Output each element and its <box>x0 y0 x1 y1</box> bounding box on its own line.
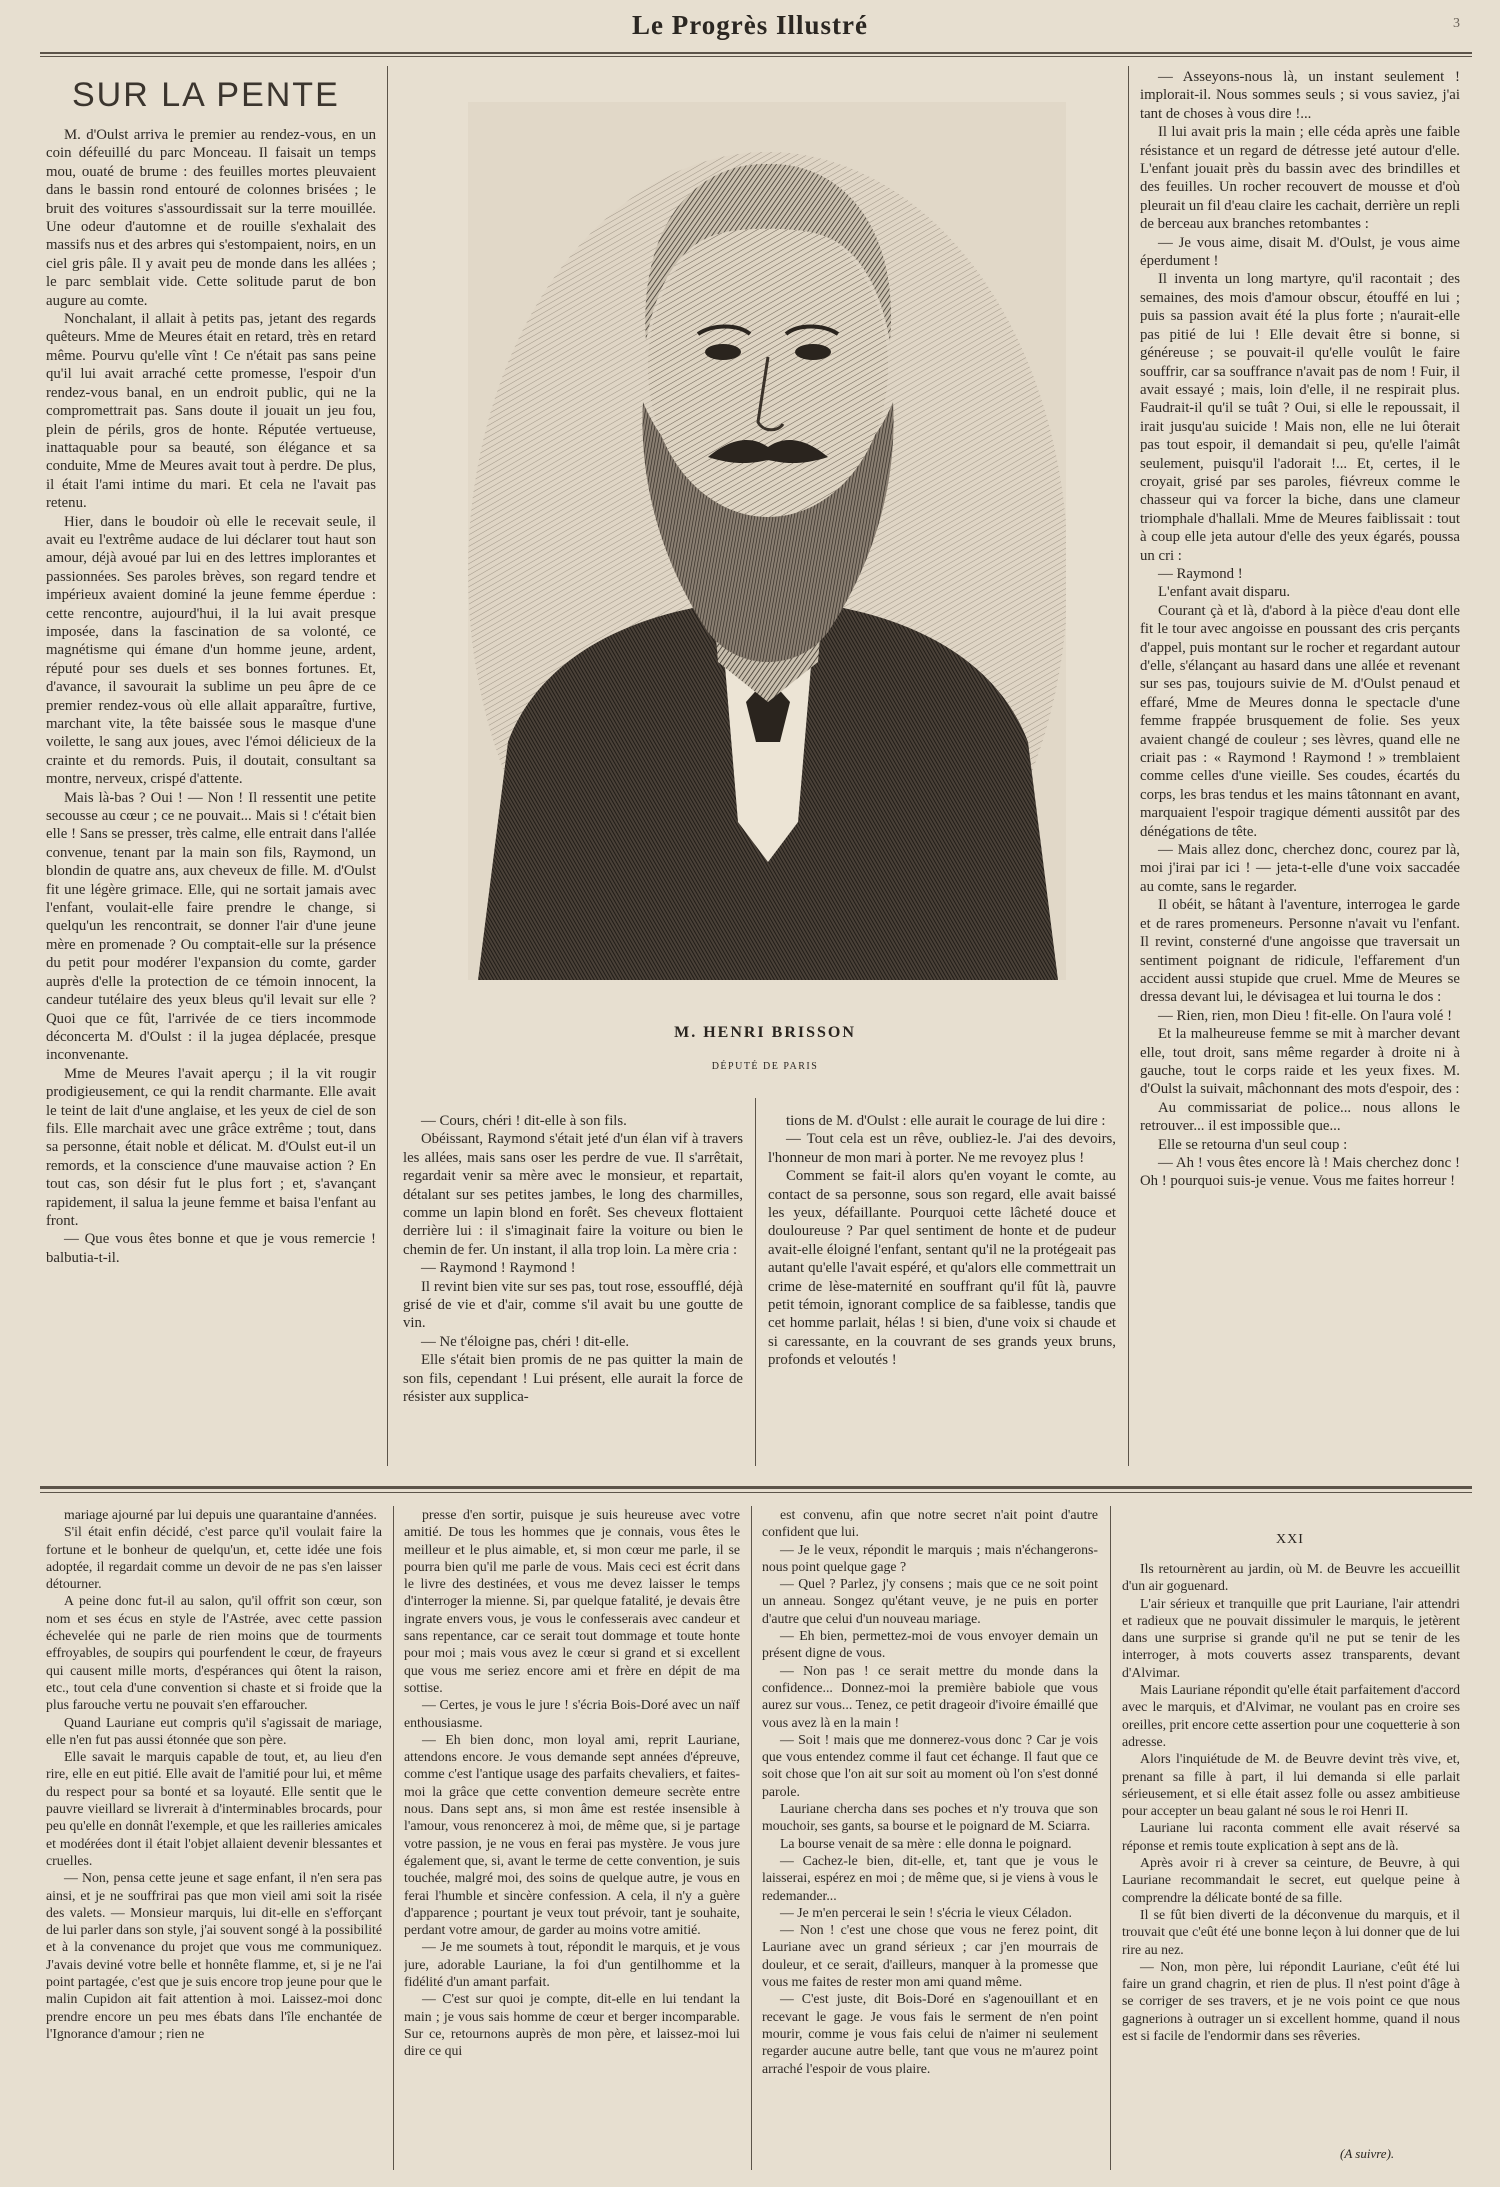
feuilleton-paragraph: Lauriane lui raconta comment elle avait réservé sa réponse et remis toute explication à sept ans de là. <box>1122 1820 1460 1853</box>
column-rule-3 <box>755 1098 756 1466</box>
feuilleton-paragraph: L'air sérieux et tranquille que prit Lauriane, l'air attendri et radieux que ne pouvait dissimuler le marquis, le jetèrent dans une surprise si grande qu'il ne put se tenir de les interroger, à mots couverts assez transparents, devant d'Alvimar. <box>1122 1595 1460 1680</box>
feuilleton-paragraph: presse d'en sortir, puisque je suis heureuse avec votre amitié. De tous les hommes que je connais, vous êtes le meilleur et le plus aimable, et, si mon cœur me parle, il se pourra bien qu'il me parle de vous. Mais ceci est écrit dans le livre des destinées, et vous me devez laisser le temps d'interroger la mienne. Si, par quelque fatalité, je devais être ingrate envers vous, je vous le confesserais avec candeur et sans repentance, car ce serait tout dommage et toute honte pour moi ; mais vous avez le cœur si grand et si excellent que vous me seriez encore ami et frère en dépit de ma sottise. <box>404 1507 740 1695</box>
masthead-rule <box>40 52 1472 54</box>
story-column-2 <box>403 1112 743 1472</box>
portrait-subcaption: DÉPUTÉ DE PARIS <box>711 1061 819 1072</box>
feuilleton-paragraph: Elle savait le marquis capable de tout, et, au lieu d'en rire, elle en eut pitié. Elle avait de l'amitié pour lui, et même du respect pour sa bonté et sa loyauté. Elle sentit que le pauvre vieillard se livrerait à d'interminables brocards, pour peu qu'elle en donnât l'exemple, et que les railleries amicales et modérées dont il était l'objet allaient devenir blessantes et cruelles. <box>46 1749 382 1868</box>
feuilleton-paragraph: — Non ! c'est une chose que vous ne ferez point, dit Lauriane avec un grand sérieux ; car j'en mourrais de douleur, et ce serait, d'ailleurs, manquer à la promesse que vous me faites de rester mon ami quand même. <box>762 1922 1098 1990</box>
story-paragraph: — Que vous êtes bonne et que je vous remercie ! balbutia-t-il. <box>46 1231 376 1266</box>
story-paragraph: Il obéit, se hâtant à l'aventure, interrogea le garde et de rares promeneurs. Personne n'avait vu l'enfant. Il revint, consterné d'une angoisse que traversait un sentiment poignant de ridicule, l'effarement d'un accident aussi stupide que cruel. Mme de Meures se dressa devant lui, le dévisagea et lui tourna le dos : <box>1140 897 1460 1006</box>
feuilleton-paragraph: — Soit ! mais que me donnerez-vous donc ? Car je vois que vous entendez comme il faut cet échange. Il faut que ce soit chose que l'on ait sur soit au moment où l'on s'est donné parole. <box>762 1731 1098 1799</box>
feuilleton-paragraph: — Non pas ! ce serait mettre du monde dans la confidence... Donnez-moi la première babiole que vous aurez sur vous... Tenez, ce petit drageoir d'ivoire émaillé que vous avez là en la main ! <box>762 1662 1098 1730</box>
story-paragraph: — Asseyons-nous là, un instant seulement ! implorait-il. Nous sommes seuls ; si vous saviez, j'ai tant de choses à vous dire !... <box>1140 69 1460 122</box>
feuilleton-paragraph: Lauriane chercha dans ses poches et n'y trouva que son mouchoir, ses gants, sa bourse et le poignard de M. Sciarra. <box>762 1801 1098 1834</box>
feuilleton-paragraph: — C'est juste, dit Bois-Doré en s'agenouillant et en recevant le gage. Je vous fais le serment de n'en point mourir, comme je vous fais celui de n'aimer ni seulement regarder aucune autre belle, tant que vous ne m'aurez point arraché l'espoir de vous plaire. <box>762 1991 1098 2076</box>
column-rule-1 <box>387 66 388 1466</box>
story-column-4 <box>1140 68 1460 1476</box>
story-paragraph: — Je vous aime, disait M. d'Oulst, je vous aime éperdument ! <box>1140 234 1460 270</box>
feuilleton-paragraph: — Cachez-le bien, dit-elle, et, tant que je vous le laisserai, espérez en moi ; de même que, si je viens à vous le redemander... <box>762 1852 1098 1903</box>
masthead-rule-thin <box>40 56 1472 57</box>
feuilleton-paragraph: Alors l'inquiétude de M. de Beuvre devint très vive, et, prenant sa fille à part, il lui demanda si elle parlait sérieusement, et si elle était assez folle ou assez ambitieuse pour accepter un beau galant né sous le roi Henri II. <box>1122 1751 1460 1819</box>
feuilleton-paragraph: La bourse venait de sa mère : elle donna le poignard. <box>780 1835 1072 1851</box>
feuilleton-paragraph: Quand Lauriane eut compris qu'il s'agissait de mariage, elle n'en fut pas aussi étonnée que son père. <box>46 1714 382 1747</box>
story-paragraph: — Ah ! vous êtes encore là ! Mais cherchez donc ! Oh ! pourquoi suis-je venue. Vous me faites horreur ! <box>1140 1154 1460 1190</box>
story-paragraph: — Raymond ! Raymond ! <box>421 1260 576 1277</box>
page-number: 3 <box>1453 16 1460 31</box>
portrait-engraving <box>468 102 1066 980</box>
story-paragraph: — Raymond ! <box>1158 565 1243 582</box>
feuilleton-paragraph: — Je m'en percerai le sein ! s'écria le vieux Céladon. <box>780 1904 1072 1920</box>
feuilleton-rule-thin <box>40 1492 1472 1493</box>
story-paragraph: Elle se retourna d'un seul coup : <box>1158 1136 1348 1153</box>
story-paragraph: — Tout cela est un rêve, oubliez-le. J'ai des devoirs, l'honneur de mon mari à porter. Ne me revoyez plus ! <box>768 1131 1116 1166</box>
feuilleton-paragraph: Il se fût bien diverti de la déconvenue du marquis, et il trouvait que c'eût été une bonne leçon à lui donner que de lui rire au nez. <box>1122 1906 1460 1957</box>
feuilleton-paragraph: — Non, mon père, lui répondit Lauriane, c'eût été lui faire un grand chagrin, et rien de plus. Il n'est point d'âge à se corriger de ses travers, et je ne vois point ce que nous gagnerions à outrager un si excellent homme, quand il nous est si facile de l'endormir dans ses rêveries. <box>1122 1958 1460 2044</box>
masthead: Le Progrès Illustré <box>632 10 868 40</box>
feuilleton-paragraph: S'il était enfin décidé, c'est parce qu'il voulait faire la fortune et le bonheur de quelqu'un, et, cette idée une fois adoptée, il regardait comme un devoir de ne pas s'en laisser détourner. <box>46 1524 382 1592</box>
column-rule-2 <box>1128 66 1129 1466</box>
feuilleton-paragraph: — Je me soumets à tout, répondit le marquis, et je vous jure, adorable Lauriane, la foi d'un gentilhomme et la fidélité d'un amant parfait. <box>404 1939 740 1990</box>
feuilleton-paragraph: Mais Lauriane répondit qu'elle était parfaitement d'accord avec le marquis, et d'Alvimar, ne voulant pas en croire ses oreilles, prit encore cette assertion pour une coquetterie à son adresse. <box>1122 1682 1460 1749</box>
story-paragraph: — Rien, rien, mon Dieu ! fit-elle. On l'aura volé ! <box>1158 1007 1452 1024</box>
story-paragraph: Il inventa un long martyre, qu'il racontait ; des semaines, des mois d'amour obscur, étouffé en lui ; puis sa passion avait été la plus forte ; n'aurait-elle pas pitié de lui ! Elle devait être si bonne, si généreuse ; se pouvait-il qu'elle voulût le faire souffrir, car sa souffrance n'avait pas de nom ! Fuir, il avait essayé ; mais, loin d'elle, il ne respirait plus. Faudrait-il qu'il se tuât ? Oui, si elle le repoussait, il irait jusqu'au suicide ! Mais non, elle ne lui ôterait pas tout espoir, il demandait si peu, qu'elle l'aimât seulement, puisqu'il l'adorait !... Et, certes, il le croyait, grisé par ses paroles, fiévreux comme le chasseur qui va forcer la biche, dans une clameur triomphale d'hallali. Mme de Meures faiblissait : tout à coup elle jeta autour d'elle des yeux égarés, poussa un cri : <box>1140 271 1460 564</box>
feuilleton-column-rule-2 <box>751 1506 752 2170</box>
story-column-3 <box>768 1112 1116 1472</box>
story-paragraph: — Cours, chéri ! dit-elle à son fils. <box>421 1113 627 1129</box>
feuilleton-paragraph: — Eh bien donc, mon loyal ami, reprit Lauriane, attendons encore. Je vous demande sept années d'épreuve, comme c'est l'antique usage des parfaits chevaliers, et faites-moi la grâce que cette convention demeure secrète entre nous. Dans sept ans, si mon âme est restée insensible à l'amour, vous renoncerez à moi, de même que, si je partage votre passion, je ne vous en ferai pas mystère. Je vous jure également que, si, avant le terme de cette convention, je suis touchée, malgré moi, des soins de quelque autre, je vous en ferai l'humble et sincère confession. A cela, il n'y a guère d'apparence ; pourtant je veux tout prévoir, tant je souhaite, perdant votre amour, de garder au moins votre amitié. <box>404 1731 740 1938</box>
feuilleton-column-2 <box>404 1506 740 2176</box>
feuilleton-paragraph: mariage ajourné par lui depuis une quarantaine d'années. <box>64 1507 377 1522</box>
feuilleton-paragraph: est convenu, afin que notre secret n'ait point d'autre confident que lui. <box>762 1507 1098 1540</box>
story-paragraph: Il lui avait pris la main ; elle céda après une faible résistance et un regard de détresse jeté autour d'elle. L'enfant jouait près du bassin avec des brindilles et des feuilles. Un rocher recouvert de mousse et d'où pleurait un fil d'eau claire les cachait, derrière un repli de berceau aux branches retombantes : <box>1140 124 1460 233</box>
story-paragraph: Nonchalant, il allait à petits pas, jetant des regards quêteurs. Mme de Meures était en retard, très en retard même. Pourvu qu'elle vînt ! Ce n'était pas sans peine qu'il lui avait arraché cette promesse, l'espoir d'un rendez-vous banal, en un endroit public, qui ne la compromettrait pas. Sans doute il jouait un jeu fou, plein de périls, gros de honte. Réputée vertueuse, inattaquable pour sa beauté, son élégance et sa conduite, Mme de Meures avait tout à perdre. De plus, il était l'ami intime du mari. Et cela ne l'avait pas retenu. <box>46 311 376 512</box>
feuilleton-column-3 <box>762 1506 1098 2176</box>
feuilleton-paragraph: — C'est sur quoi je compte, dit-elle en lui tendant la main ; je vous sais homme de cœur et berger incomparable. Sur ce, retournons auprès de mon père, et laissez-moi lui dire ce qui <box>404 1991 740 2059</box>
story-column-1 <box>46 126 376 1476</box>
portrait-illustration <box>468 102 1066 980</box>
story-paragraph: Elle s'était bien promis de ne pas quitter la main de son fils, cependant ! Lui présent, elle aurait la force de résister aux supplica- <box>403 1352 743 1406</box>
feuilleton-paragraph: — Certes, je vous le jure ! s'écria Bois-Doré avec un naïf enthousiasme. <box>404 1697 740 1730</box>
story-paragraph: Mme de Meures l'avait aperçu ; il la vit rougir prodigieusement, ce qui la rendit charmante. Elle avait le teint de lait d'une anglaise, et les yeux de ciel de son fils. Elle marchait avec une grâce extrême ; tout, dans sa personne, était noble et délicat. M. d'Oulst eut-il un remords, et la conscience d'une mauvaise action ? En tout cas, son désir fut le plus fort ; et, s'avançant rapidement, il salua la jeune femme et baisa l'enfant au front. <box>46 1065 376 1229</box>
story-paragraph: Comment se fait-il alors qu'en voyant le comte, au contact de sa personne, sous son regard, elle avait baissé les yeux, défaillante. Pourquoi cette lâcheté douce et douloureuse ? Par quel sentiment de honte et de pudeur avait-elle éloigné l'enfant, sentant qu'il ne la protégeait pas autant qu'elle l'avait espéré, et qu'alors elle commettrait un crime de lèse-maternité en souffrant qu'il fût là, pauvre petit témoin, ignorant complice de sa faiblesse, tandis que cet homme parlait, hélas ! si bien, d'une voix si chaude et si caressante, en la couvrant de ses grands yeux bruns, profonds et veloutés ! <box>768 1168 1116 1369</box>
to-be-continued: (A suivre). <box>1340 2146 1395 2161</box>
feuilleton-rule <box>40 1486 1472 1489</box>
story-paragraph: L'enfant avait disparu. <box>1158 584 1291 601</box>
story-paragraph: Au commissariat de police... nous allons le retrouver... il est impossible que... <box>1140 1099 1460 1135</box>
story-paragraph: — Ne t'éloigne pas, chéri ! dit-elle. <box>421 1333 630 1350</box>
story-paragraph: Et la malheureuse femme se mit à marcher devant elle, tout droit, sans même regarder à droite ni à gauche, tout le corps raide et les yeux fixes. M. d'Oulst la suivait, mâchonnant des mots d'espoir, des : <box>1140 1026 1460 1098</box>
feuilleton-paragraph: — Eh bien, permettez-moi de vous envoyer demain un présent digne de vous. <box>762 1628 1098 1661</box>
feuilleton-paragraph: A peine donc fut-il au salon, qu'il offrit son cœur, son nom et ses écus en style de l'Astrée, avec cette passion échevelée qui ne parle de rien moins que de tourments effroyables, de soupirs qui pourfendent le cœur, de frayeurs qui causent mille morts, d'espérances qui ôtent la raison, etc., tout cela d'une convention si chaste et si froide que la plus farouche vertu ne pouvait s'en effaroucher. <box>46 1593 382 1713</box>
story-paragraph: Il revint bien vite sur ses pas, tout rose, essoufflé, déjà grisé de vie et d'air, comme s'il avait bu une goutte de vin. <box>403 1278 743 1332</box>
story-paragraph: tions de M. d'Oulst : elle aurait le courage de lui dire : <box>786 1113 1106 1129</box>
portrait-caption: M. HENRI BRISSON <box>674 1024 856 1041</box>
feuilleton-column-rule-1 <box>393 1506 394 2170</box>
feuilleton-paragraph: — Je le veux, répondit le marquis ; mais n'échangerons-nous point quelque gage ? <box>762 1541 1098 1574</box>
story-paragraph: Obéissant, Raymond s'était jeté d'un élan vif à travers les allées, mais sans oser les perdre de vue. Il s'arrêtait, regardait venir sa mère avec le monsieur, et repartait, détalant sur ses petites jambes, le long des charmilles, comme un lapin blond en forêt. Ses cheveux flottaient derrière lui : il s'imaginait faire la voiture ou bien le chemin de fer. Un instant, il alla trop loin. La mère cria : <box>403 1131 743 1258</box>
feuilleton-column-1 <box>46 1506 382 2176</box>
feuilleton-paragraph: Ils retournèrent au jardin, où M. de Beuvre les accueillit d'un air goguenard. <box>1122 1561 1460 1594</box>
feuilleton-column-rule-3 <box>1110 1506 1111 2170</box>
story-paragraph: M. d'Oulst arriva le premier au rendez-vous, en un coin défeuillé du parc Monceau. Il faisait un temps mou, ouaté de brume : des feuilles mortes pleuvaient dans le bassin rond entouré de colonnes brisées ; le bruit des voitures s'assourdissait sur la terre mouillée. Une odeur d'automne et de rouille s'exhalait des massifs nus et des arbres qui s'estompaient, noirs, en un ciel gris pâle. Il y avait peu de monde dans les allées ; le parc semblait vide. Cette solitude parut de bon augure au comte. <box>46 127 376 309</box>
story-paragraph: — Mais allez donc, cherchez donc, courez par là, moi j'irai par ici ! — jeta-t-elle d'une voix saccadée au comte, sans le regarder. <box>1140 842 1460 895</box>
feuilleton-paragraph: — Quel ? Parlez, j'y consens ; mais que ce ne soit point un anneau. Songez qu'étant veuve, je ne puis en porter d'autre que celui d'un nouveau mariage. <box>762 1576 1098 1626</box>
feuilleton-paragraph: — Non, pensa cette jeune et sage enfant, il n'en sera pas ainsi, et je ne souffrirai pas que mon vieil ami soit la risée des valets. — Monsieur marquis, lui dit-elle en s'efforçant de lui parler dans son style, j'ai souvent songé à la possibilité et à la convenance du projet que vous me communiquez. J'avais deviné votre belle et honnête flamme, et, si je ne l'ai point partagée, c'est que je suis encore trop jeune pour que le malin Cupidon ait fait attention à moi. Laissez-moi donc prendre encore un peu mes ébats dans l'île enchantée de l'Ignorance d'amour ; rien ne <box>46 1870 382 2041</box>
feuilleton-paragraph: Après avoir ri à crever sa ceinture, de Beuvre, à qui Lauriane recommandait le secret, eut quelque peine à comprendre la délicate bonté de sa fille. <box>1122 1855 1460 1905</box>
story-paragraph: Hier, dans le boudoir où elle le recevait seule, il avait eu l'extrême audace de lui déclarer tout haut son amour, déjà avoué par lui en des lettres implorantes et passionnées. Ses paroles brèves, son regard tendre et impérieux avaient dominé la jeune femme éperdue : cette rencontre, aujourd'hui, il la lui avait presque imposée, dans la fascination de sa volonté, ce magnétisme qui émane d'un homme jeune, ardent, réputé pour ses duels et ses bonnes fortunes. Et, d'avance, il savourait la sublime un peu âpre de ce premier rendez-vous où elle allait apparaître, furtive, marchant vite, la tête baissée sous le masque d'une voilette, le sang aux joues, avec l'émoi délicieux de la crainte et du remords. Puis, il doutait, consultant sa montre, nerveux, crispé d'attente. <box>46 513 376 788</box>
story-paragraph: Mais là-bas ? Oui ! — Non ! Il ressentit une petite secousse au cœur ; ce ne pouvait... Mais si ! c'était bien elle ! Sans se presser, très calme, elle entrait dans l'allée convenue, tenant par la main son fils, Raymond, un blondin de quatre ans, aux cheveux de fille. M. d'Oulst fit une légère grimace. Elle, qui ne sortait jamais avec l'enfant, voulait-elle faire prendre le change, si quelqu'un les rencontrait, se donner l'air d'une jeune mère en promenade ? Ou comptait-elle sur la présence du petit pour modérer l'expansion du comte, garder auprès d'elle la protection de ce témoin innocent, la candeur tutélaire des yeux bleus qu'il levait sur elle ? Quoi que ce fût, l'arrivée de ce tiers incommode déconcerta M. d'Oulst : il la jugea déplacée, presque inconvenante. <box>46 789 376 1064</box>
chapter-heading: XXI <box>1276 1532 1304 1547</box>
story-paragraph: Courant çà et là, d'abord à la pièce d'eau dont elle fit le tour avec angoisse en poussant des cris perçants d'appel, puis montant sur le rocher et regardant autour d'elle, s'élançant au hasard dans une allée et revenant sur ses pas, toujours suivie de M. d'Oulst penaud et effaré, Mme de Meures donna le spectacle d'une femme frappée brusquement de folie. Ses yeux avaient changé de couleur ; ses lèvres, quand elle ne criait pas : « Raymond ! Raymond ! » tremblaient comme celles d'une vieille. Ses coudes, écartés du corps, les bras tendus et les mains tâtonnant en avant, marquaient l'espoir tragique démenti aussitôt par des dénégations de tête. <box>1140 602 1460 840</box>
story-title: SUR LA PENTE <box>72 76 340 114</box>
feuilleton-column-4 <box>1122 1560 1460 2140</box>
